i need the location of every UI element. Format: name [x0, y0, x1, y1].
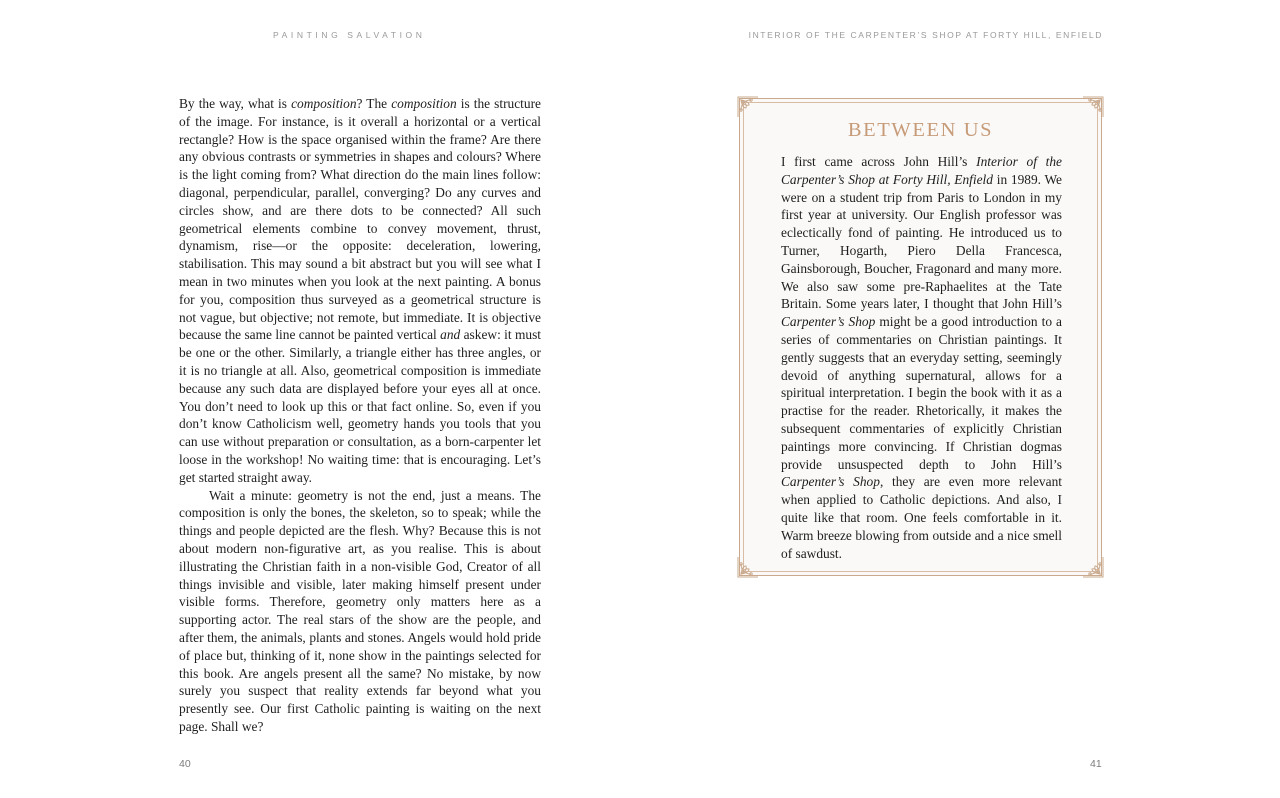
floral-corner-ornament-icon	[737, 556, 759, 578]
body-italic-term: composition	[291, 96, 357, 111]
body-paragraph-1	[179, 95, 541, 487]
body-text-run: By the way, what is	[179, 96, 292, 111]
body-italic-term: and	[440, 327, 461, 343]
box-title: BETWEEN US	[847, 119, 994, 141]
box-text-run: might be a good introduction to a series of commentaries on Christian paintings. It gently suggests that an everyday setting, seemingly devoid of anything supernatural, allows for a spiritual interpretation. I begin the book with it as a practise for the reader. Rhetorically, it makes the subsequent commentaries of explicitly Christian paintings more convincing. If Christian dogmas provide unsuspected depth to John Hill’s	[781, 314, 1062, 472]
floral-corner-ornament-icon	[1082, 556, 1104, 578]
page-number-left: 40	[179, 758, 191, 770]
box-text-run: I first came across John Hill’s	[781, 154, 977, 169]
floral-corner-ornament-icon	[737, 96, 759, 118]
body-paragraph-2: Wait a minute: geometry is not the end, just a means. The composition is only the bones, the skeleton, so to speak; while the things and people depicted are the flesh. Why? Because this is not about modern non-figurative art, as you realise. This is about illustrating the Christian faith in a non-visible God, Creator of all things invisible and visible, later making himself present under visible forms. Therefore, geometry only matters here as a supporting actor. The real stars of the show are the people, and after them, the animals, plants and stones. Angels would hold pride of place but, thinking of it, none show in the paintings selected for this book. Are angels present all the same? No mistake, by now surely you suspect that reality extends far beyond what you presently see. Our first Catholic painting is waiting on the next page. Shall we?	[179, 487, 541, 734]
floral-corner-ornament-icon	[1082, 96, 1104, 118]
box-italic-title: Interior of the Carpenter’s Shop at Forty Hill, Enfield	[781, 154, 1062, 187]
body-italic-term: composition	[391, 96, 457, 111]
box-italic-title: Carpenter’s Shop	[781, 474, 880, 490]
body-text-run: askew: it must be one or the other. Similarly, a triangle either has three angles, or it is no triangle at all. Also, geometrical composition is immediate because any such data are displayed before your eyes all at once. You don’t need to look up this or that fact online. So, even if you don’t know Catholicism well, geometry hands you tools that you can use without preparation or consultation, as a born-carpenter let loose in the workshop! No waiting time: that is encouraging. Let’s get started straight away.	[179, 327, 541, 485]
body-text-run: ? The	[356, 96, 392, 111]
page-number-right: 41	[1090, 758, 1102, 770]
running-head-right: INTERIOR OF THE CARPENTER’S SHOP AT FORTY HILL, ENFIELD	[748, 30, 1103, 40]
box-body	[781, 153, 1062, 562]
box-text-run: in 1989. We were on a student trip from Paris to London in my first year at university. Our English professor was eclectically fond of painting. He introduced us to Turner, Hogarth, Piero Della Francesca, Gainsborough, Boucher, Fragonard and many more. We also saw some pre-Raphaelites at the Tate Britain. Some years later, I thought that John Hill’s	[781, 171, 1063, 312]
box-paragraph	[781, 153, 1062, 562]
left-page-body	[179, 95, 541, 736]
running-head-left: PAINTING SALVATION	[273, 30, 426, 40]
body-text-run: is the structure of the image. For instance, is it overall a horizontal or a vertical rectangle? How is the space organised within the frame? Are there any obvious contrasts or symmetries in shapes and colours? Where is the light coming from? What direction do the main lines follow: diagonal, perpendicular, parallel, converging? Do any curves and circles show, and are there dots to be connected? All such geometrical elements combine to convey movement, thrust, dynamism, rise—or the opposite: deceleration, lowering, stabilisation. This may sound a bit abstract but you will see what I mean in two minutes when you look at the next painting. A bonus for you, composition thus surveyed as a geometrical structure is not vague, but objective; not remote, but immediate. It is objective because the same line cannot be painted vertical	[179, 96, 541, 343]
box-italic-title: Carpenter’s Shop	[781, 314, 876, 330]
between-us-box	[739, 98, 1102, 576]
box-text-run: , they are even more relevant when applied to Catholic depictions. And also, I quite like that room. One feels comfortable in it. Warm breeze blowing from outside and a nice smell of sawdust.	[781, 474, 1062, 561]
